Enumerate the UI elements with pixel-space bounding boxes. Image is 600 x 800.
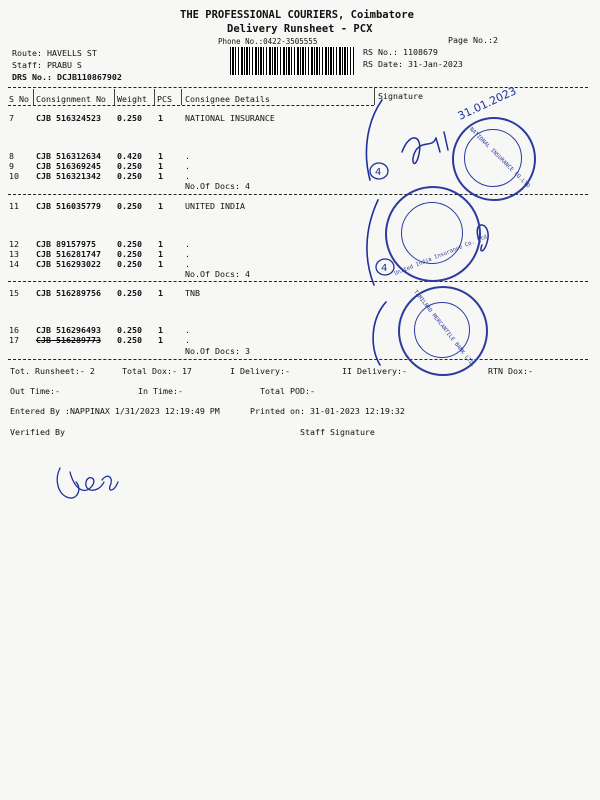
row-consignment: CJB 516312634 (36, 151, 101, 161)
col-rule (114, 89, 115, 105)
row-weight: 0.250 (117, 325, 142, 335)
row-pcs: 1 (158, 171, 163, 181)
row-weight: 0.420 (117, 151, 142, 161)
row-sno: 15 (9, 288, 19, 298)
seal-text: United India Insurance Co. Ltd. (393, 232, 492, 278)
row-pcs: 1 (158, 113, 163, 123)
row-consignment: CJB 516369245 (36, 161, 101, 171)
row-consignment: CJB 516321342 (36, 171, 101, 181)
seal-text: NATIONAL INSURANCE CO.LTD (468, 126, 531, 190)
row-sno: 14 (9, 259, 19, 269)
docs-count: No.Of Docs: 3 (185, 346, 250, 356)
page-number: Page No.:2 (448, 35, 498, 45)
row-sno: 11 (9, 201, 19, 211)
row-pcs: 1 (158, 288, 163, 298)
col-rule (154, 89, 155, 105)
united-india-seal (385, 186, 492, 282)
col-weight: Weight (117, 94, 147, 104)
handwritten-date: 31.01.2023 (455, 84, 519, 123)
row-pcs: 1 (158, 259, 163, 269)
row-weight: 0.250 (117, 171, 142, 181)
row-sno: 16 (9, 325, 19, 335)
row-weight: 0.250 (117, 259, 142, 269)
staff-handwritten-signature (52, 458, 122, 508)
row-consignee: . (185, 151, 190, 161)
row-pcs: 1 (158, 325, 163, 335)
row-consignment: CJB 516296493 (36, 325, 101, 335)
total-dox: Total Dox:- 17 (122, 366, 192, 376)
row-weight: 0.250 (117, 239, 142, 249)
out-time: Out Time:- (10, 386, 60, 396)
docs-count: No.Of Docs: 4 (185, 181, 250, 191)
staff: Staff: PRABU S (12, 60, 82, 70)
col-signature: Signature (378, 91, 423, 101)
row-weight: 0.250 (117, 161, 142, 171)
mark-1: 4 (375, 167, 382, 178)
col-rule (33, 89, 34, 105)
rs-number: RS No.: 1108679 (363, 47, 438, 57)
phone-number: Phone No.:0422-3505555 (218, 37, 318, 46)
barcode (230, 47, 354, 75)
col-sno: S No (9, 94, 29, 104)
row-pcs: 1 (158, 239, 163, 249)
row-sno: 12 (9, 239, 19, 249)
row-consignee: . (185, 161, 190, 171)
mark-2: 4 (381, 263, 388, 274)
seal-text: TAMILNAD MERCANTILE BANK LTD. (412, 289, 476, 369)
row-consignee: . (185, 239, 190, 249)
row-consignee: . (185, 325, 190, 335)
row-sno: 8 (9, 151, 14, 161)
row-pcs: 1 (158, 249, 163, 259)
row-weight: 0.250 (117, 335, 142, 345)
col-pcs: PCS (157, 94, 172, 104)
i-delivery: I Delivery:- (230, 366, 290, 376)
row-consignment: CJB 516289756 (36, 288, 101, 298)
route: Route: HAVELLS ST (12, 48, 97, 58)
col-rule (181, 89, 182, 105)
printed-on: Printed on: 31-01-2023 12:19:32 (250, 406, 405, 416)
in-time: In Time:- (138, 386, 183, 396)
row-consignee: UNITED INDIA (185, 201, 245, 211)
row-consignee: NATIONAL INSURANCE (185, 113, 275, 123)
national-insurance-seal (452, 117, 536, 201)
docs-count: No.Of Docs: 4 (185, 269, 250, 279)
row-sno: 13 (9, 249, 19, 259)
row-consignee: . (185, 259, 190, 269)
col-consignment: Consignment No (36, 94, 106, 104)
row-consignee: . (185, 335, 190, 345)
rs-date: RS Date: 31-Jan-2023 (363, 59, 463, 69)
company-title: THE PROFESSIONAL COURIERS, Coimbatore (180, 9, 414, 21)
row-consignee: . (185, 171, 190, 181)
row-sno: 10 (9, 171, 19, 181)
row-consignment: CJB 516324523 (36, 113, 101, 123)
row-consignment: CJB 516289773 (36, 335, 101, 345)
row-weight: 0.250 (117, 201, 142, 211)
total-pod: Total POD:- (260, 386, 315, 396)
col-consignee: Consignee Details (185, 94, 270, 104)
divider (8, 105, 374, 106)
row-consignee: . (185, 249, 190, 259)
rtn-dox: RTN Dox:- (488, 366, 533, 376)
row-consignment: CJB 516293022 (36, 259, 101, 269)
row-weight: 0.250 (117, 249, 142, 259)
row-pcs: 1 (158, 151, 163, 161)
row-pcs: 1 (158, 201, 163, 211)
row-consignment: CJB 516035779 (36, 201, 101, 211)
entered-by: Entered By :NAPPINAX 1/31/2023 12:19:49 PM (10, 406, 220, 416)
total-runsheet: Tot. Runsheet:- 2 (10, 366, 95, 376)
row-consignee: TNB (185, 288, 200, 298)
row-pcs: 1 (158, 335, 163, 345)
row-weight: 0.250 (117, 288, 142, 298)
row-sno: 7 (9, 113, 14, 123)
tmb-bank-seal (398, 286, 488, 376)
drs-number: DRS No.: DCJB110867902 (12, 72, 122, 82)
ii-delivery: II Delivery:- (342, 366, 407, 376)
row-weight: 0.250 (117, 113, 142, 123)
staff-signature-label: Staff Signature (300, 427, 375, 437)
row-sno: 9 (9, 161, 14, 171)
row-consignment: CJB 89157975 (36, 239, 96, 249)
handwriting-bracket (366, 100, 386, 365)
row-consignment: CJB 516281747 (36, 249, 101, 259)
row-pcs: 1 (158, 161, 163, 171)
row-sno: 17 (9, 335, 19, 345)
runsheet-title: Delivery Runsheet - PCX (227, 23, 373, 35)
verified-by: Verified By (10, 427, 65, 437)
